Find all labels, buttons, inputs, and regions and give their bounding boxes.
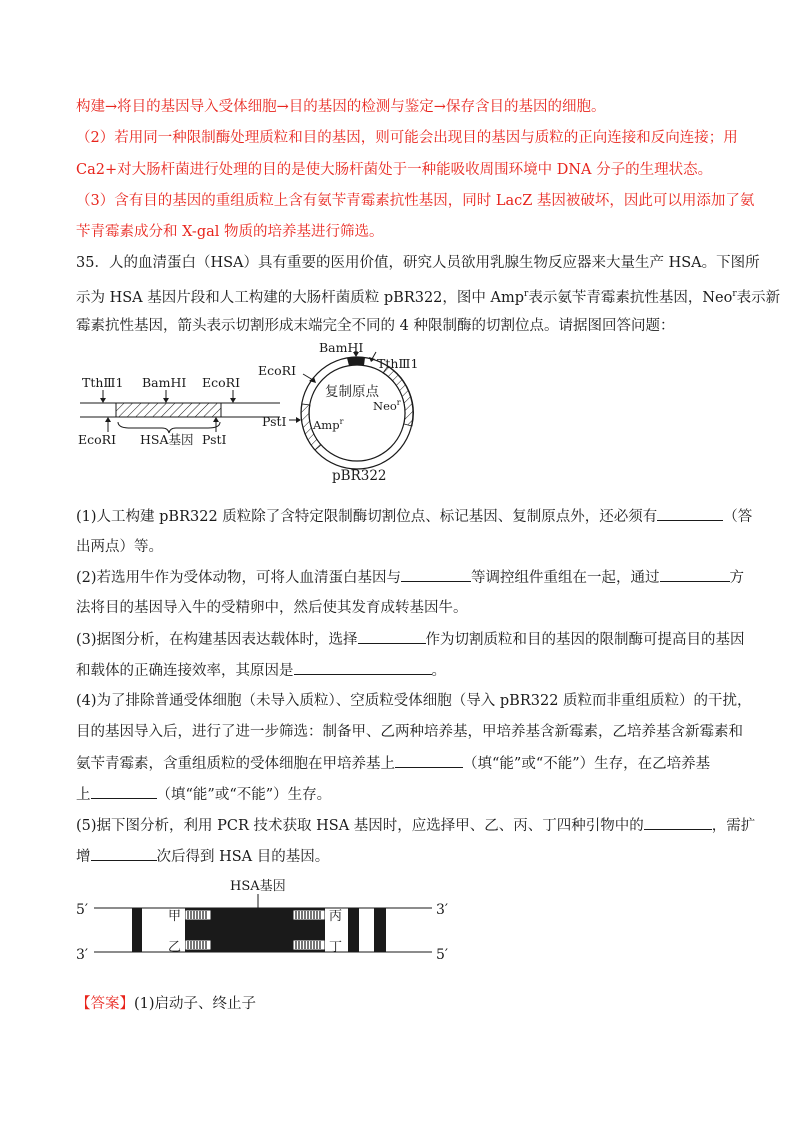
hsa-gene-label: HSA基因 bbox=[140, 432, 194, 447]
explanation-line-5: 苄青霉素成分和 X-gal 物质的培养基进行筛选。 bbox=[76, 224, 384, 240]
q2-line-1 bbox=[76, 567, 744, 588]
q5-line-2 bbox=[76, 846, 329, 867]
three-prime-right: 3′ bbox=[436, 902, 449, 918]
eco-bottom-label: EcoRⅠ bbox=[78, 432, 117, 447]
hsa-gene-title: HSA基因 bbox=[230, 879, 286, 894]
q2-text-c: 方 bbox=[729, 570, 745, 586]
tth-top-label: TthⅢ1 bbox=[82, 375, 124, 390]
plasmid-tth-label: TthⅢ1 bbox=[377, 356, 419, 371]
q3-text-a: (3)据图分析，在构建基因表达载体时，选择 bbox=[76, 632, 358, 648]
q4-blank-1[interactable] bbox=[395, 753, 463, 768]
q2-line-2: 法将目的基因导入牛的受精卵中，然后使其发育成转基因牛。 bbox=[76, 600, 468, 616]
q3-line-1 bbox=[76, 629, 745, 650]
q1-blank[interactable] bbox=[657, 506, 723, 521]
label-ding: 丁 bbox=[329, 940, 343, 955]
primer-yi bbox=[186, 941, 210, 949]
q4-line-3 bbox=[76, 753, 710, 774]
q5-text-a: (5)据下图分析，利用 PCR 技术获取 HSA 基因时，应选择甲、乙、丙、丁四种引物中的 bbox=[76, 818, 644, 834]
q3-text-d: 。 bbox=[431, 663, 446, 679]
q4-text-f: （填“能”或“不能”）生存。 bbox=[156, 787, 332, 803]
q1-text-a: (1)人工构建 pBR322 质粒除了含特定限制酶切割位点、标记基因、复制原点外，还必须有 bbox=[76, 509, 658, 525]
q4-blank-2[interactable] bbox=[91, 784, 157, 799]
answer-text: (1)启动子、终止子 bbox=[134, 996, 257, 1012]
q4-text-d: （填“能”或“不能”）生存，在乙培养基 bbox=[463, 756, 711, 772]
q2-text-a: (2)若选用牛作为受体动物，可将人血清蛋白基因与 bbox=[76, 570, 402, 586]
figure-pcr-primers bbox=[70, 874, 470, 974]
plasmid-ori-label: 复制原点 bbox=[325, 384, 379, 400]
explanation-line-4: （3）含有目的基因的重组质粒上含有氨苄青霉素抗性基因，同时 LacZ 基因被破坏，因此可以用添加了氨 bbox=[76, 193, 755, 209]
q3-blank-1[interactable] bbox=[358, 629, 426, 644]
primer-bing bbox=[294, 911, 324, 919]
question-intro-line-3: 霉素抗性基因，箭头表示切割形成末端完全不同的 4 种限制酶的切割位点。请据图回答问题： bbox=[76, 318, 675, 334]
five-prime-right: 5′ bbox=[436, 947, 449, 963]
plasmid-pbr322 bbox=[258, 340, 418, 483]
plasmid-amp-label: Amp$^r$ bbox=[313, 417, 344, 432]
q2-text-b: 等调控组件重组在一起，通过 bbox=[471, 570, 660, 586]
q4-text-c: 氨苄青霉素，含重组质粒的受体细胞在甲培养基上 bbox=[76, 756, 395, 772]
intro-text-c: 表示新 bbox=[736, 289, 781, 306]
q5-text-b: ，需扩 bbox=[711, 818, 756, 834]
pst-bottom-label: PstⅠ bbox=[202, 432, 227, 447]
plasmid-name-label: pBR322 bbox=[332, 468, 387, 483]
q5-blank-2[interactable] bbox=[91, 846, 157, 861]
hsa-gene-fragment bbox=[78, 375, 280, 447]
primer-ding bbox=[294, 941, 324, 949]
primer-jia bbox=[186, 911, 210, 919]
q4-line-1: (4)为了排除普通受体细胞（未导入质粒）、空质粒受体细胞（导入 pBR322 质粒而非重组质粒）的干扰， bbox=[76, 693, 752, 709]
q4-line-4 bbox=[76, 784, 331, 805]
q3-text-b: 作为切割质粒和目的基因的限制酶可提高目的基因 bbox=[425, 632, 745, 648]
q3-blank-2[interactable] bbox=[294, 660, 432, 675]
q3-text-c: 和载体的正确连接效率，其原因是 bbox=[76, 663, 294, 679]
amp-superscript: r bbox=[524, 289, 529, 299]
intro-text-a: 示为 HSA 基因片段和人工构建的大肠杆菌质粒 pBR322，图中 Amp bbox=[76, 289, 525, 306]
label-bing: 丙 bbox=[329, 909, 343, 924]
explanation-line-3: Ca2+对大肠杆菌进行处理的目的是使大肠杆菌处于一种能吸收周围环境中 DNA 分子的生理状态。 bbox=[76, 162, 713, 178]
q5-text-d: 次后得到 HSA 目的基因。 bbox=[156, 849, 330, 865]
explanation-line-2: （2）若用同一种限制酶处理质粒和目的基因，则可能会出现目的基因与质粒的正向连接和反向连接；用 bbox=[76, 130, 738, 146]
label-jia: 甲 bbox=[168, 909, 182, 924]
intro-text-b: 表示氨苄青霉素抗性基因，Neo bbox=[528, 289, 733, 306]
q4-text-e: 上 bbox=[76, 787, 91, 803]
eco-top-label: EcoRⅠ bbox=[202, 375, 241, 390]
neo-superscript: r bbox=[732, 289, 737, 299]
q1-text-b: （答 bbox=[723, 509, 753, 525]
q5-line-1 bbox=[76, 815, 755, 836]
question-intro-line-1: 35．人的血清蛋白（HSA）具有重要的医用价值，研究人员欲用乳腺生物反应器来大量生产 HSA。下图所 bbox=[76, 255, 760, 271]
answer-label: 【答案】 bbox=[76, 996, 134, 1012]
q1-line-1 bbox=[76, 506, 752, 527]
q5-text-c: 增 bbox=[76, 849, 91, 865]
bam-top-label: BamHⅠ bbox=[142, 375, 187, 390]
q1-line-2: 出两点）等。 bbox=[76, 539, 163, 555]
plasmid-eco-label: EcoRⅠ bbox=[258, 363, 297, 378]
plasmid-neo-label: Neo$^r$ bbox=[373, 398, 401, 413]
q5-blank-1[interactable] bbox=[644, 815, 712, 830]
q2-blank-2[interactable] bbox=[660, 567, 730, 582]
q4-line-2: 目的基因导入后，进行了进一步筛选：制备甲、乙两种培养基，甲培养基含新霉素，乙培养基含新霉素和 bbox=[76, 724, 743, 740]
explanation-line-1: 构建→将目的基因导入受体细胞→目的基因的检测与鉴定→保存含目的基因的细胞。 bbox=[76, 99, 606, 115]
label-yi: 乙 bbox=[168, 940, 182, 955]
question-intro-line-2 bbox=[76, 284, 780, 308]
figure-gene-plasmid bbox=[70, 338, 430, 483]
plasmid-bam-label: BamHⅠ bbox=[319, 340, 364, 355]
q3-line-2 bbox=[76, 660, 446, 681]
plasmid-pst-label: PstⅠ bbox=[262, 414, 287, 429]
five-prime-left: 5′ bbox=[76, 902, 89, 918]
answer-line bbox=[76, 994, 256, 1014]
q2-blank-1[interactable] bbox=[401, 567, 471, 582]
three-prime-left: 3′ bbox=[76, 947, 89, 963]
